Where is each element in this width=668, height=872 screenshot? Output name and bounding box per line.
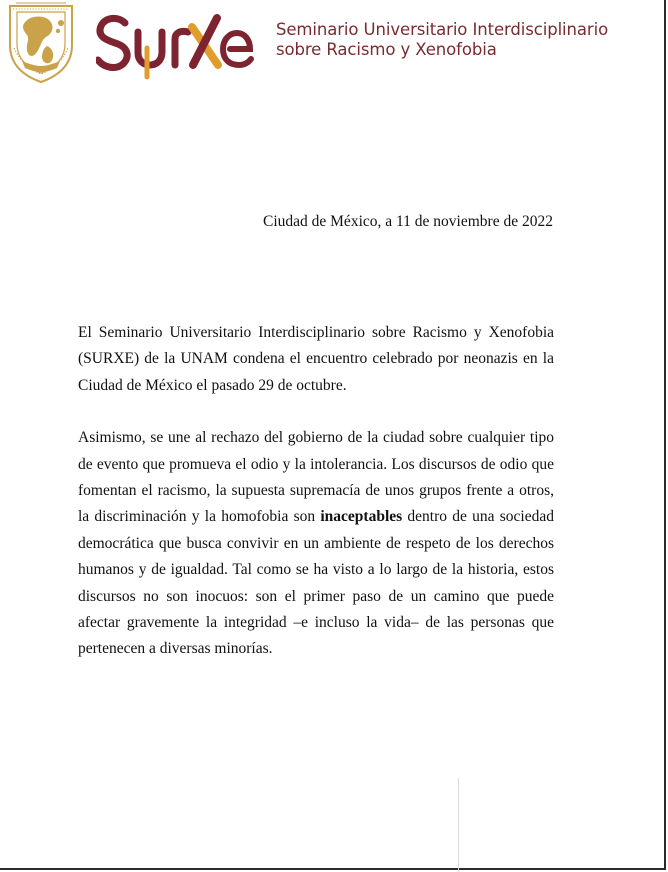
paragraph-2 [78,425,554,663]
seminar-name-line-1: Seminario Universitario Interdisciplinario [276,20,609,39]
seminar-name [276,20,656,60]
paragraph-2-after-emphasis: dentro de una sociedad democrática que busca convivir en un ambiente de respeto de los derechos humanos y de igualdad. Tal como se ha visto a lo largo de la historia, estos discursos no son inocuos: son el primer paso de un camino que puede afectar gravemente la integridad –e incluso la vida– de las personas que pertenecen a diversas minorías. [78,508,554,658]
date-line: Ciudad de México, a 11 de noviembre de 2022 [263,213,553,230]
paragraph-2-before-emphasis: Asimismo, se une al rechazo del gobierno de la ciudad sobre cualquier tipo de evento que promueva el odio y la intolerancia. Los discursos de odio que fomentan el racismo, la supuesta supremacía de unos grupos frente a otros, la discriminación y la homofobia son [78,429,554,526]
surxe-logo-icon [96,6,256,82]
paragraph-1: El Seminario Universitario Interdisciplinario sobre Racismo y Xenofobia (SURXE) de la UNAM condena el encuentro celebrado por neonazis en la Ciudad de México el pasado 29 de octubre. [78,324,554,394]
unam-seal-icon [2,0,80,84]
letterhead [0,0,668,90]
letter-body [78,320,554,663]
page-edge-rule [458,778,459,872]
paragraph-2-emphasis: inaceptables [320,508,403,526]
seminar-name-line-2: sobre Racismo y Xenofobia [276,40,497,59]
